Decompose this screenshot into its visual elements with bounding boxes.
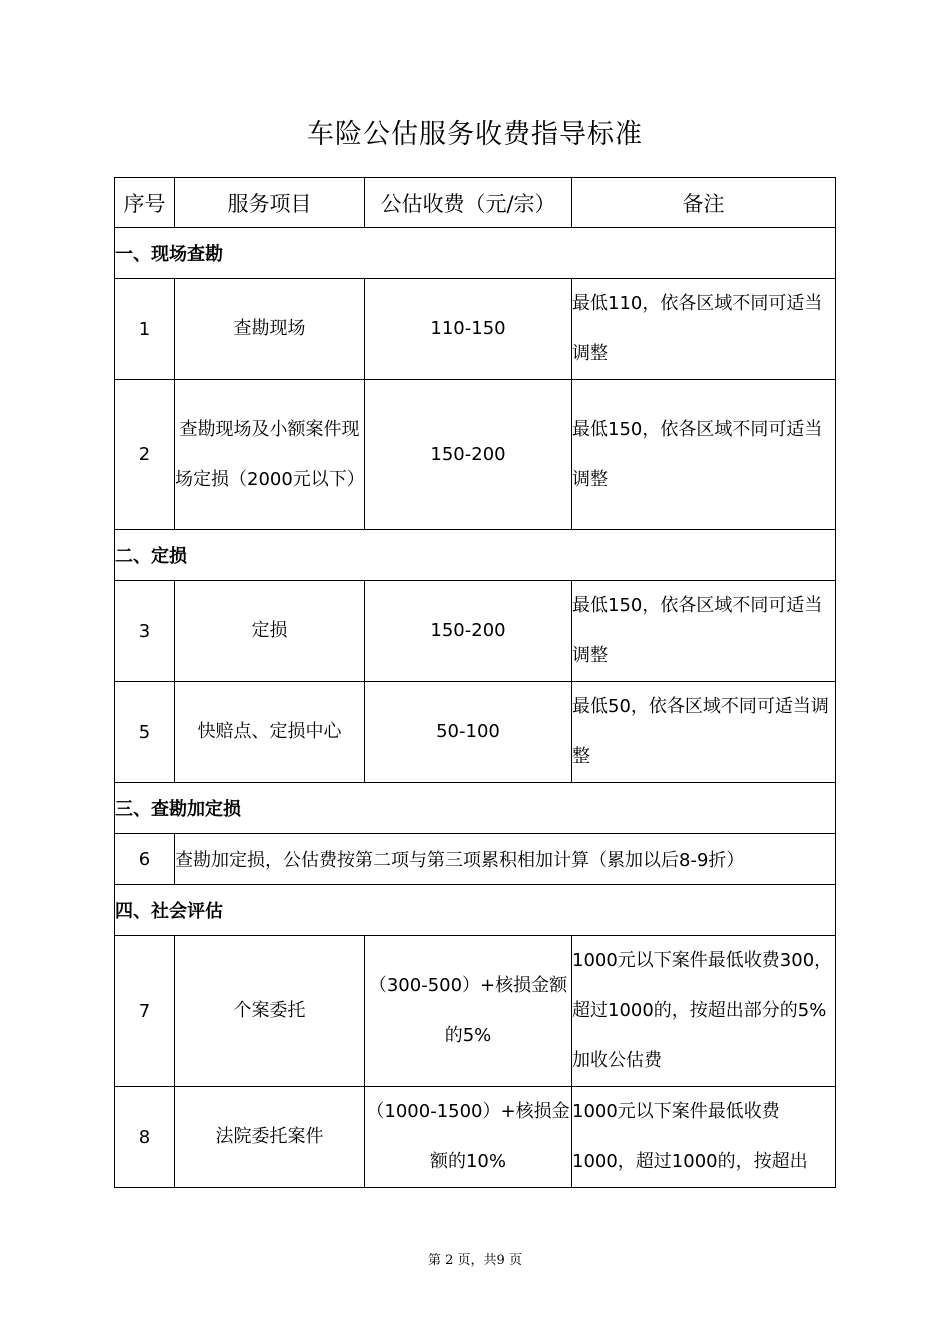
section-heading: 二、定损: [115, 530, 836, 581]
row-item: 个案委托: [175, 936, 365, 1087]
row-no: 5: [115, 682, 175, 783]
section-row: [115, 885, 836, 936]
row-no: 2: [115, 380, 175, 530]
row-fee: 150-200: [365, 380, 572, 530]
table-row: [115, 936, 836, 1087]
section-heading: 三、查勘加定损: [115, 783, 836, 834]
table-row: [115, 581, 836, 682]
row-item: 定损: [175, 581, 365, 682]
row-no: 3: [115, 581, 175, 682]
header-fee: 公估收费（元/宗）: [365, 178, 572, 228]
row-no: 6: [115, 834, 175, 885]
table-row: [115, 682, 836, 783]
row-note: 最低150，依各区域不同可适当调整: [572, 380, 836, 530]
header-no: 序号: [115, 178, 175, 228]
row-item: 法院委托案件: [175, 1087, 365, 1188]
row-no: 8: [115, 1087, 175, 1188]
row-item: 快赔点、定损中心: [175, 682, 365, 783]
section-heading: 四、社会评估: [115, 885, 836, 936]
section-row: [115, 530, 836, 581]
row-fee: 150-200: [365, 581, 572, 682]
header-note: 备注: [572, 178, 836, 228]
table-row: [115, 380, 836, 530]
row-text: 查勘加定损，公估费按第二项与第三项累积相加计算（累加以后8-9折）: [175, 834, 836, 885]
page-footer: 第 2 页，共9 页: [428, 1253, 522, 1268]
row-no: 7: [115, 936, 175, 1087]
row-note: 最低150，依各区域不同可适当调整: [572, 581, 836, 682]
row-no: 1: [115, 279, 175, 380]
row-fee: 50-100: [365, 682, 572, 783]
row-note: 1000元以下案件最低收费300，超过1000的，按超出部分的5%加收公估费: [572, 936, 836, 1087]
row-note: 1000元以下案件最低收费1000，超过1000的，按超出: [572, 1087, 836, 1188]
row-fee: （300-500）+核损金额的5%: [365, 936, 572, 1087]
section-row: [115, 783, 836, 834]
row-fee: （1000-1500）+核损金额的10%: [365, 1087, 572, 1188]
table-header-row: [115, 178, 836, 228]
page-title: 车险公估服务收费指导标准: [307, 119, 643, 150]
row-fee: 110-150: [365, 279, 572, 380]
section-row: [115, 228, 836, 279]
row-note: 最低50，依各区域不同可适当调整: [572, 682, 836, 783]
table-row: [115, 279, 836, 380]
table-row: [115, 1087, 836, 1188]
table-row: [115, 834, 836, 885]
row-item: 查勘现场及小额案件现场定损（2000元以下）: [175, 380, 365, 530]
section-heading: 一、现场查勘: [115, 228, 836, 279]
header-item: 服务项目: [175, 178, 365, 228]
row-note: 最低110，依各区域不同可适当调整: [572, 279, 836, 380]
row-item: 查勘现场: [175, 279, 365, 380]
fee-standard-table: [114, 177, 836, 1188]
